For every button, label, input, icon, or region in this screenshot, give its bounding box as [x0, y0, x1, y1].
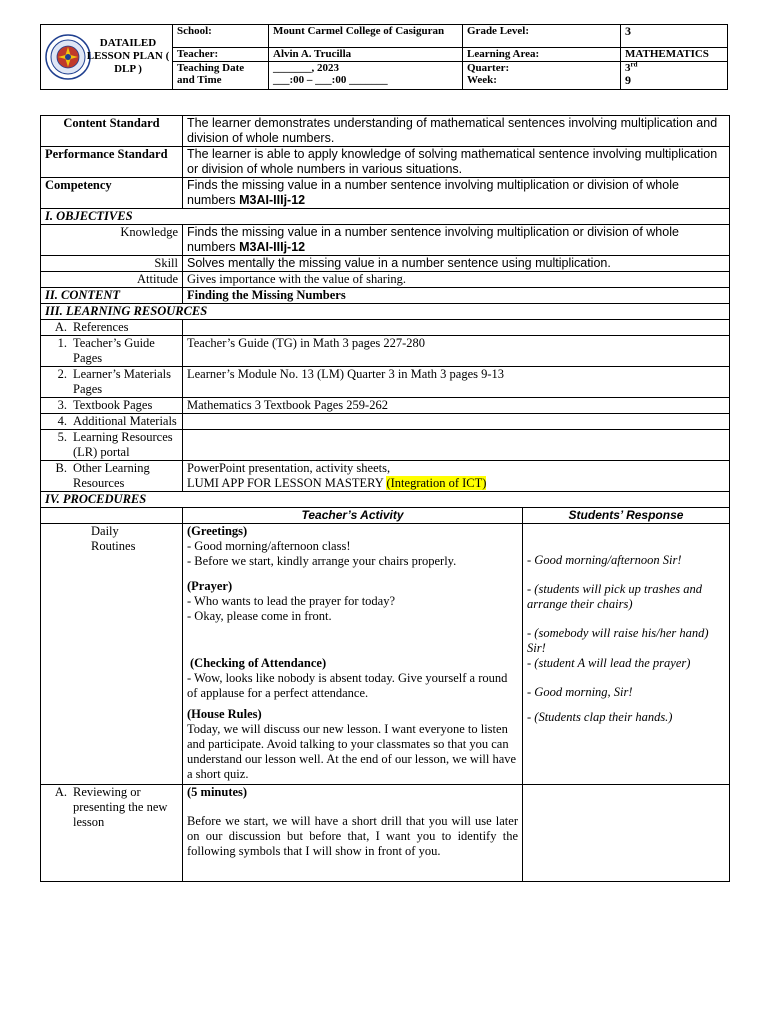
house-rules-title: (House Rules)	[187, 707, 262, 721]
knowledge-cell	[183, 225, 730, 256]
knowledge-code: M3AI-IIIj-12	[239, 240, 306, 254]
skill-label: Skill	[41, 256, 183, 272]
attendance-text: - Wow, looks like nobody is absent today. Give yourself a round of applause for a perfect attendance.	[187, 671, 508, 700]
attitude-row	[41, 272, 730, 288]
knowledge-row	[41, 225, 730, 256]
area-label: Learning Area:	[463, 47, 621, 61]
prayer-line-1: - Who wants to lead the prayer for today?	[187, 594, 396, 608]
resource-num: 2.	[57, 367, 67, 381]
logo-cell	[41, 25, 173, 89]
procedures-heading: IV. PROCEDURES	[41, 492, 730, 508]
content-row	[41, 288, 730, 304]
grade-label: Grade Level:	[463, 25, 621, 47]
resource-text: Teacher’s Guide (TG) in Math 3 pages 227-280	[183, 336, 730, 367]
review-time: (5 minutes)	[187, 785, 248, 799]
resource-label: Learner’s Materials Pages	[73, 367, 171, 396]
daily-routines-teacher	[183, 524, 523, 785]
performance-standard-row	[41, 147, 730, 178]
school-label: School:	[173, 25, 269, 47]
skill-text: Solves mentally the missing value in a number sentence using multiplication.	[183, 256, 730, 272]
greeting-line-2: - Before we start, kindly arrange your chairs properly.	[187, 554, 457, 568]
procedures-column-headers	[41, 508, 730, 524]
teacher-value: Alvin A. Trucilla	[269, 47, 463, 61]
resource-label-cell	[41, 336, 183, 367]
teacher-label: Teacher:	[173, 47, 269, 61]
response-line: - (somebody will raise his/her hand) Sir!	[527, 626, 709, 655]
procedures-heading-row	[41, 492, 730, 508]
references-label-cell	[41, 320, 183, 336]
references-label: References	[73, 320, 129, 334]
greetings-title: (Greetings)	[187, 524, 248, 538]
header-info-table	[172, 25, 728, 89]
grade-value: 3	[621, 25, 728, 47]
quarter-week-labels	[463, 62, 621, 89]
references-num: A.	[54, 320, 67, 334]
response-line: - (Students clap their hands.)	[527, 710, 673, 724]
review-teacher	[183, 785, 523, 882]
resource-row	[41, 398, 730, 414]
review-label-cell	[41, 785, 183, 882]
content-standard-text: The learner demonstrates understanding of mathematical sentences involving multiplication and division of whole numbers.	[183, 116, 730, 147]
references-value	[183, 320, 730, 336]
resource-label-cell	[41, 398, 183, 414]
daily-routines-row	[41, 524, 730, 785]
lesson-plan-table	[40, 115, 730, 882]
resource-text: Mathematics 3 Textbook Pages 259-262	[183, 398, 730, 414]
quarter-week-values	[621, 62, 728, 89]
resource-label: Additional Materials	[73, 414, 177, 428]
teacher-activity-header: Teacher’s Activity	[183, 508, 523, 524]
resource-num: 3.	[57, 398, 67, 412]
performance-standard-text: The learner is able to apply knowledge of solving mathematical sentence involving multiplication or division of whole numbers in various situations.	[183, 147, 730, 178]
resource-num: 5.	[57, 430, 67, 444]
procedures-blank-header	[41, 508, 183, 524]
resource-row	[41, 430, 730, 461]
resource-row	[41, 414, 730, 430]
resources-heading: III. LEARNING RESOURCES	[41, 304, 730, 320]
other-resources-label: Other Learning Resources	[73, 461, 150, 490]
response-line: - (student A will lead the prayer)	[527, 656, 691, 670]
ict-highlight: (Integration of ICT)	[386, 476, 487, 490]
document-title: DATAILED LESSON PLAN ( DLP )	[86, 37, 170, 75]
other-resources-label-cell	[41, 461, 183, 492]
resource-num: 4.	[57, 414, 67, 428]
resource-text: Learner’s Module No. 13 (LM) Quarter 3 in Math 3 pages 9-13	[183, 367, 730, 398]
review-label: Reviewing or presenting the new lesson	[73, 785, 168, 829]
date-value	[269, 62, 463, 89]
quarter-value: 3	[625, 62, 631, 75]
competency-text: Finds the missing value in a number sentence involving multiplication or division of whole numbers	[187, 178, 679, 207]
content-standard-label: Content Standard	[41, 116, 183, 147]
area-value: MATHEMATICS	[621, 47, 728, 61]
other-resources-cell	[183, 461, 730, 492]
resources-heading-row	[41, 304, 730, 320]
prayer-line-2: - Okay, please come in front.	[187, 609, 332, 623]
competency-row	[41, 178, 730, 209]
skill-row	[41, 256, 730, 272]
date-line-1: _______, 2023	[273, 62, 339, 75]
resource-label-cell	[41, 430, 183, 461]
week-value: 9	[625, 73, 631, 88]
response-line: - Good morning/afternoon Sir!	[527, 553, 682, 567]
resource-label: Learning Resources (LR) portal	[73, 430, 173, 459]
content-heading: II. CONTENT	[41, 288, 183, 304]
resource-text	[183, 430, 730, 461]
other-resources-row	[41, 461, 730, 492]
attitude-text: Gives importance with the value of sharing.	[183, 272, 730, 288]
resource-row	[41, 367, 730, 398]
quarter-suffix: rd	[630, 60, 638, 69]
review-response	[523, 785, 730, 882]
house-rules-text: Today, we will discuss our new lesson. I want everyone to listen and participate. Avoid talking to your classmates so that you can understand our lesson well. At the end of our lesson, we will have a short quiz.	[187, 722, 517, 781]
daily-routines-label: Daily Routines	[91, 524, 136, 553]
daily-routines-response	[523, 524, 730, 785]
content-standard-row	[41, 116, 730, 147]
attitude-label: Attitude	[41, 272, 183, 288]
review-text: Before we start, we will have a short drill that you will use later on our discussion but before that, I want you to identify the following symbols that I will show in front of you.	[187, 814, 518, 858]
content-text: Finding the Missing Numbers	[183, 288, 730, 304]
review-num: A.	[54, 785, 67, 799]
competency-cell	[183, 178, 730, 209]
review-row	[41, 785, 730, 882]
students-response-header: Students’ Response	[523, 508, 730, 524]
dlp-header	[40, 24, 728, 90]
resource-text	[183, 414, 730, 430]
knowledge-text: Finds the missing value in a number sentence involving multiplication or division of whole numbers	[187, 225, 679, 254]
attendance-title: (Checking of Attendance)	[190, 656, 327, 670]
other-resources-line-1: PowerPoint presentation, activity sheets,	[187, 461, 391, 475]
resource-num: 1.	[57, 336, 67, 350]
greeting-line-1: - Good morning/afternoon class!	[187, 539, 351, 553]
quarter-label: Quarter:	[467, 62, 510, 75]
prayer-title: (Prayer)	[187, 579, 233, 593]
resource-label-cell	[41, 367, 183, 398]
response-line: - (students will pick up trashes and arrange their chairs)	[527, 582, 702, 611]
daily-routines-label-cell	[41, 524, 183, 785]
objectives-heading-row	[41, 209, 730, 225]
date-line-2: ___:00 – ___:00 _______	[273, 74, 388, 87]
competency-label: Competency	[41, 178, 183, 209]
week-label: Week:	[467, 74, 497, 87]
objectives-heading: I. OBJECTIVES	[41, 209, 730, 225]
resource-label: Textbook Pages	[73, 398, 153, 412]
school-value: Mount Carmel College of Casiguran	[269, 25, 463, 47]
knowledge-label: Knowledge	[41, 225, 183, 256]
resource-label-cell	[41, 414, 183, 430]
other-resources-line-2: LUMI APP FOR LESSON MASTERY	[187, 476, 384, 490]
resource-row	[41, 336, 730, 367]
response-line: - Good morning, Sir!	[527, 685, 633, 699]
resource-label: Teacher’s Guide Pages	[73, 336, 155, 365]
date-label: Teaching Date and Time	[173, 62, 269, 89]
other-resources-num: B.	[55, 461, 67, 475]
references-row	[41, 320, 730, 336]
competency-code: M3AI-IIIj-12	[239, 193, 306, 207]
performance-standard-label: Performance Standard	[41, 147, 183, 178]
